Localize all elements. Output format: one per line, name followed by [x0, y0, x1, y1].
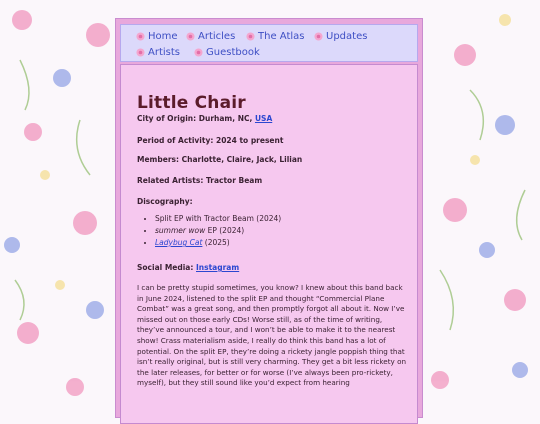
nav-label-home: Home — [148, 31, 178, 42]
page-title: Little Chair — [137, 93, 246, 114]
release-format-year: EP (2024) — [207, 226, 245, 235]
instagram-link[interactable]: Instagram — [196, 263, 240, 272]
nav-label-the-atlas: The Atlas — [258, 31, 305, 42]
origin-field — [137, 114, 272, 123]
nav-link-home[interactable] — [136, 31, 178, 42]
nav-link-guestbook[interactable] — [194, 47, 260, 58]
origin-value: Durham, NC, — [198, 114, 253, 123]
nav-label-updates: Updates — [326, 31, 368, 42]
article-paragraph: I can be pretty stupid sometimes, you know? I knew about this band back in June 2024, listened to the split EP and thought “Commercial Plane Combat” was a great song, and then promptly forgot all about it. Now I’ve missed out on those early CDs! Worse still, as of the time of writing, they’ve announced a tour, and I won’t be able to make it to the nearest show! Crass materialism aside, I really do think this band has a lot of potential. On the split EP, they’re doing a rickety jangle poppish thing that isn’t really original, but is still very charming. They get a bit less rickety on the later releases, for better or for worse (I’ve always been pro-rickety, myself), but they still sound like you’d expect from hearing — [137, 283, 407, 388]
release-year: (2024) — [256, 214, 282, 223]
article-body — [137, 283, 409, 389]
nav-link-the-atlas[interactable] — [246, 31, 304, 42]
nav-link-artists[interactable] — [136, 47, 180, 58]
discography-list — [145, 215, 281, 251]
release-title: Split EP with Tractor Beam — [155, 214, 254, 223]
discography-item — [155, 215, 281, 223]
nav-label-guestbook: Guestbook — [206, 47, 260, 58]
members-field — [137, 155, 302, 164]
flower-icon — [246, 32, 255, 41]
flower-icon — [136, 48, 145, 57]
period-field — [137, 136, 283, 145]
related-artists-label: Related Artists: — [137, 176, 204, 185]
nav-label-articles: Articles — [198, 31, 236, 42]
release-year: (2025) — [204, 238, 230, 247]
period-value: 2024 to present — [215, 136, 284, 145]
related-artists-field — [137, 176, 262, 185]
flower-icon — [186, 32, 195, 41]
discography-label: Discography: — [137, 197, 193, 206]
flower-icon — [194, 48, 203, 57]
related-artists-value: Tractor Beam — [205, 176, 263, 185]
nav-link-articles[interactable] — [186, 31, 235, 42]
nav-link-updates[interactable] — [314, 31, 367, 42]
members-value: Charlotte, Claire, Jack, Lilian — [181, 155, 303, 164]
discography-item — [155, 239, 281, 247]
period-label: Period of Activity: — [137, 136, 214, 145]
flower-icon — [314, 32, 323, 41]
discography-item — [155, 227, 281, 235]
usa-link[interactable]: USA — [254, 114, 273, 123]
members-label: Members: — [137, 155, 179, 164]
origin-label: City of Origin: — [137, 114, 197, 123]
nav-label-artists: Artists — [148, 47, 180, 58]
social-media-label: Social Media: — [137, 263, 194, 272]
social-media-field — [137, 263, 239, 272]
flower-icon — [136, 32, 145, 41]
release-title: summer wow — [155, 226, 206, 235]
release-link-ladybug-cat[interactable]: Ladybug Cat — [155, 238, 203, 247]
